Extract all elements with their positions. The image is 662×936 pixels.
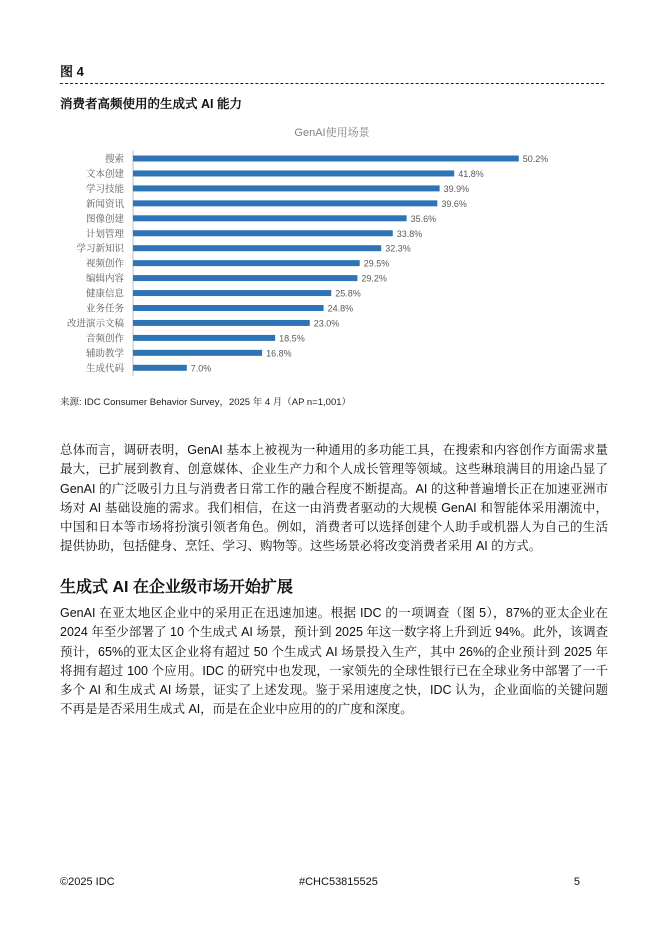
category-label: 计划管理 [85,228,124,240]
bar [133,290,331,296]
body-paragraph-1: 总体而言，调研表明，GenAI 基本上被视为一种通用的多功能工具，在搜索和内容创作方面需求量最大，已扩展到教育、创意媒体、企业生产力和个人成长管理等领域。这些琳琅满目的用途凸显了 GenAI 的广泛吸引力且与消费者日常工作的融合程度不断提高。AI 的这种普遍增长正在加速亚洲市场对 AI 基础设施的需求。我们相信，在这一由消费者驱动的大规模 GenAI 和智能体采用潮流中，中国和日本等市场将扮演引领者角色。例如，消费者可以选择创建个人助手或机器人为自己的生活提供协助，包括健身、烹饪、学习、购物等。这些场景必将改变消费者采用 AI 的方式。 [60,443,608,554]
value-label: 33.8% [396,228,423,239]
value-label: 32.3% [385,243,411,254]
figure-title: 消费者高频使用的生成式 AI 能力 [60,97,242,111]
bar [133,156,519,162]
value-label: 7.0% [190,363,212,374]
value-label: 35.6% [410,213,437,224]
value-label: 39.6% [441,198,467,209]
bar [133,170,454,176]
category-label: 学习新知识 [76,243,124,255]
category-label: 音频创作 [85,333,124,345]
bar [133,200,437,206]
chart-title: GenAI使用场景 [294,127,370,139]
value-label: 24.8% [327,303,354,314]
category-label: 文本创建 [85,168,124,180]
bar [133,320,310,326]
category-label: 搜索 [104,154,124,165]
body-paragraph-2: GenAI 在亚太地区企业中的采用正在迅速加速。根据 IDC 的一项调查（图 5），87%的亚太企业在 2024 年至少部署了 10 个生成式 AI 场景，预计到 2025 年这一数字将上升到近 94%。此外，该调查预计，65%的亚太区企业将有超过 50 个生成式 AI 场景投入生产，其中 26%的企业预计到 2025 年将拥有超过 100 个应用。IDC 的研究中也发现，一家领先的全球性银行已在全球业务中部署了一千多个 AI 和生成式 AI 场景，证实了上述发现。鉴于采用速度之快，IDC 认为，企业面临的关键问题不再是是否采用生成式 AI，而是在企业中应用的的广度和深度。 [60,606,608,717]
value-label: 25.8% [335,288,361,299]
category-label: 改进演示文稿 [66,318,124,330]
footer-page-number: 5 [573,876,580,888]
bar [133,230,393,236]
figure-source: 来源: IDC Consumer Behavior Survey，2025 年 4 月（AP n=1,001） [60,397,352,408]
figure-label: 图 4 [60,64,84,79]
category-label: 辅助教学 [85,348,124,360]
bar-chart [0,118,662,388]
bar [133,185,440,191]
bar [133,275,357,281]
value-label: 16.8% [266,348,292,359]
section-heading: 生成式 AI 在企业级市场开始扩展 [60,579,293,596]
bar [133,260,360,266]
category-label: 业务任务 [85,303,124,315]
category-label: 生成代码 [85,363,124,375]
category-label: 健康信息 [85,288,124,300]
value-label: 50.2% [522,154,549,164]
value-label: 18.5% [279,333,305,344]
value-label: 29.5% [363,258,390,269]
figure-divider [60,83,604,84]
category-label: 视频创作 [85,258,124,270]
value-label: 23.0% [313,318,340,329]
category-label: 图像创建 [85,213,124,225]
bar [133,305,324,311]
value-label: 41.8% [458,168,484,179]
bar [133,350,262,356]
value-label: 29.2% [361,273,387,284]
value-label: 39.9% [443,183,470,194]
footer-doc-id: #CHC53815525 [299,876,378,888]
bar [133,365,187,371]
chart-body [67,151,548,376]
bar [133,215,407,221]
footer-copyright: ©2025 IDC [60,876,115,888]
category-label: 学习技能 [85,183,124,195]
bar [133,245,381,251]
bar [133,335,275,341]
category-label: 编辑内容 [85,273,124,285]
category-label: 新闻资讯 [85,198,124,210]
